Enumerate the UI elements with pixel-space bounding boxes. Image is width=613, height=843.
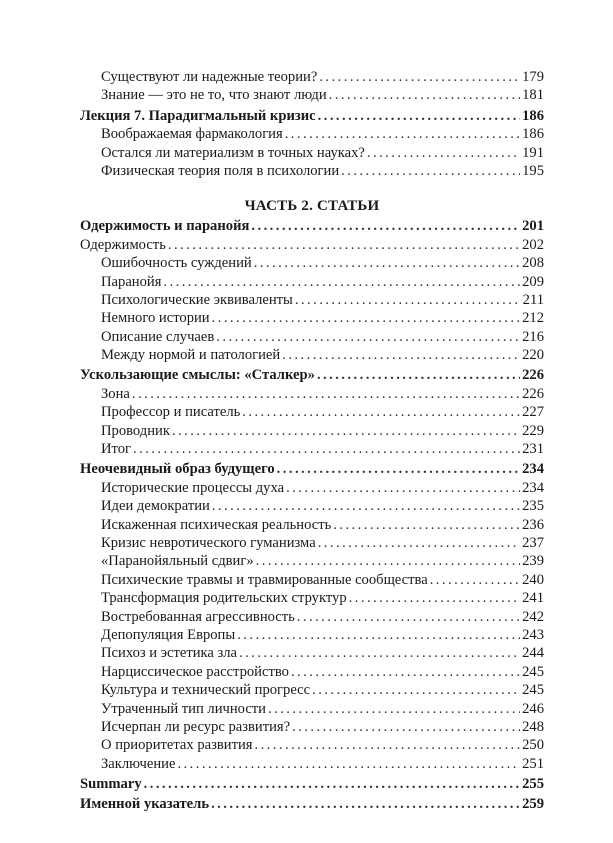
dot-leader [292,718,520,736]
toc-entry[interactable] [80,497,544,515]
toc-entry[interactable] [80,440,544,458]
entry-title: Утраченный тип личности [101,700,266,717]
dot-leader [285,125,520,143]
entry-title: Между нормой и патологией [101,347,281,364]
dot-leader [239,644,520,662]
dot-leader [268,700,520,718]
toc-entry[interactable] [80,571,544,589]
toc-entry[interactable] [80,534,544,552]
toc-entry[interactable] [80,254,544,272]
toc-entry[interactable] [80,346,544,364]
toc-chapter-entry[interactable] [80,775,544,793]
dot-leader [144,775,520,793]
toc-entry[interactable] [80,273,544,291]
entry-title: «Паранойяльный сдвиг» [101,553,254,570]
entry-page-number: 244 [522,645,544,662]
entry-page-number: 243 [522,626,544,643]
entry-page-number: 231 [522,441,544,458]
entry-title: Итог [101,441,132,458]
entry-title: Неочевидный образ будущего [80,461,275,478]
entry-page-number: 235 [522,498,544,515]
entry-page-number: 237 [522,534,544,551]
toc-entry[interactable] [80,552,544,570]
entry-title: Исторические процессы духа [101,479,285,496]
entry-page-number: 208 [522,255,544,272]
toc-entry[interactable] [80,479,544,497]
dot-leader [291,663,520,681]
entry-page-number: 211 [522,291,544,308]
toc-entry[interactable] [80,626,544,644]
entry-page-number: 241 [522,590,544,607]
entry-page-number: 181 [522,87,544,104]
entry-page-number: 245 [522,682,544,699]
dot-leader [349,589,520,607]
entry-title: Трансформация родительских структур [101,590,347,607]
toc-entry[interactable] [80,736,544,754]
dot-leader [277,460,520,478]
entry-page-number: 234 [522,461,544,478]
entry-title: Культура и технический прогресс [101,682,311,699]
dot-leader [254,736,520,754]
toc-entry[interactable] [80,125,544,143]
entry-title: Паранойя [101,273,162,290]
dot-leader [254,254,520,272]
toc-entry[interactable] [80,68,544,86]
toc-entry[interactable] [80,385,544,403]
entry-page-number: 191 [522,144,544,161]
entry-page-number: 195 [522,162,544,179]
entry-title: Остался ли материализм в точных науках? [101,144,365,161]
dot-leader [317,366,520,384]
entry-title: Summary [80,776,142,793]
toc-entry[interactable] [80,663,544,681]
entry-page-number: 240 [522,571,544,588]
entry-title: Зона [101,385,130,402]
entry-page-number: 229 [522,422,544,439]
toc-entry[interactable] [80,516,544,534]
dot-leader [133,440,520,458]
entry-title: Заключение [101,755,176,772]
entry-page-number: 251 [522,755,544,772]
dot-leader [367,144,520,162]
toc-chapter-entry[interactable] [80,795,544,813]
entry-page-number: 186 [522,107,544,124]
dot-leader [177,755,520,773]
entry-page-number: 236 [522,516,544,533]
entry-title: Психологические эквиваленты [101,291,293,308]
dot-leader [329,86,520,104]
entry-page-number: 202 [522,236,544,253]
toc-chapter-entry[interactable] [80,460,544,478]
entry-title: Именной указатель [80,796,210,813]
dot-leader [242,403,520,421]
entry-page-number: 242 [522,608,544,625]
entry-title: Психоз и эстетика зла [101,645,238,662]
toc-entry[interactable] [80,589,544,607]
entry-page-number: 246 [522,700,544,717]
entry-title: Немного истории [101,310,210,327]
entry-title: Идеи демократии [101,498,210,515]
entry-page-number: 226 [522,385,544,402]
toc-entry[interactable] [80,608,544,626]
dot-leader [216,328,520,346]
dot-leader [172,422,520,440]
toc-entry[interactable] [80,755,544,773]
entry-page-number: 216 [522,328,544,345]
toc-entry[interactable] [80,681,544,699]
entry-page-number: 227 [522,404,544,421]
dot-leader [297,608,520,626]
entry-page-number: 255 [522,776,544,793]
entry-title: Воображаемая фармакология [101,126,283,143]
dot-leader [132,385,520,403]
entry-title: Существуют ли надежные теории? [101,69,318,85]
entry-page-number: 250 [522,737,544,754]
dot-leader [341,162,520,180]
entry-page-number: 245 [522,663,544,680]
toc-chapter-entry[interactable] [80,217,544,235]
entry-title: Исчерпан ли ресурс развития? [101,718,291,735]
entry-title: Искаженная психическая реальность [101,516,332,533]
entry-title: Ошибочность суждений [101,255,252,272]
dot-leader [251,217,520,235]
toc-entry[interactable] [80,700,544,718]
entry-title: Кризис невротического гуманизма [101,534,316,551]
entry-title: Одержимость [80,236,166,253]
entry-title: Лекция 7. Парадигмальный кризис [80,107,316,124]
dot-leader [282,346,520,364]
dot-leader [318,534,520,552]
dot-leader [295,291,521,309]
entry-page-number: 212 [522,310,544,327]
entry-title: Ускользающие смыслы: «Сталкер» [80,367,315,384]
entry-page-number: 259 [522,796,544,813]
toc-chapter-entry[interactable] [80,107,544,125]
entry-page-number: 226 [522,367,544,384]
entry-title: Нарциссическое расстройство [101,663,289,680]
entry-title: Описание случаев [101,328,215,345]
dot-leader [237,626,520,644]
entry-title: О приоритетах развития [101,737,253,754]
toc-entry[interactable] [80,422,544,440]
toc-entry[interactable] [80,328,544,346]
toc-entry[interactable] [80,236,544,254]
entry-title: Одержимость и паранойя [80,218,250,235]
dot-leader [319,68,520,86]
entry-title: Проводник [101,422,170,439]
table-of-contents [80,68,544,814]
dot-leader [333,516,520,534]
dot-leader [168,236,520,254]
entry-title: Востребованная агрессивность [101,608,295,625]
entry-title: Психические травмы и травмированные сообщества [101,571,428,588]
entry-page-number: 248 [522,718,544,735]
dot-leader [212,497,520,515]
dot-leader [163,273,520,291]
toc-block-part1 [80,68,544,180]
toc-entry[interactable] [80,309,544,327]
entry-page-number: 234 [522,479,544,496]
toc-block-part2 [80,217,544,814]
toc-entry[interactable] [80,718,544,736]
toc-entry[interactable] [80,291,544,309]
entry-page-number: 220 [522,347,544,364]
dot-leader [211,795,520,813]
entry-title: Депопуляция Европы [101,626,236,643]
toc-entry[interactable] [80,86,544,104]
entry-title: Профессор и писатель [101,404,241,421]
toc-entry[interactable] [80,144,544,162]
toc-entry[interactable] [80,403,544,421]
entry-page-number: 179 [522,69,544,85]
entry-title: Знание — это не то, что знают люди [101,87,327,104]
dot-leader [312,681,520,699]
entry-page-number: 201 [522,218,544,235]
dot-leader [430,571,520,589]
toc-chapter-entry[interactable] [80,366,544,384]
entry-title: Физическая теория поля в психологии [101,162,340,179]
toc-entry[interactable] [80,644,544,662]
dot-leader [318,107,520,125]
part-heading: ЧАСТЬ 2. СТАТЬИ [244,198,380,215]
toc-entry[interactable] [80,162,544,180]
dot-leader [256,552,520,570]
dot-leader [212,309,520,327]
entry-page-number: 239 [522,553,544,570]
entry-page-number: 186 [522,126,544,143]
entry-page-number: 209 [522,273,544,290]
dot-leader [286,479,520,497]
